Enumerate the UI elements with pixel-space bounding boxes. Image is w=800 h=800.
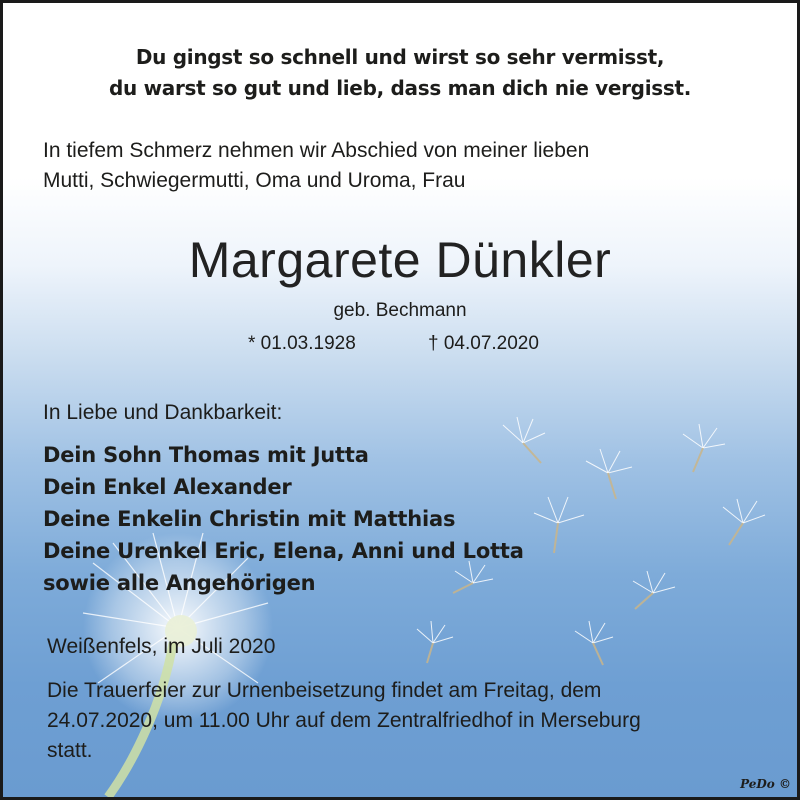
intro-line-1: In tiefem Schmerz nehmen wir Abschied von meiner lieben — [43, 139, 590, 162]
dandelion-illustration — [3, 3, 797, 797]
seed-icon — [723, 499, 765, 545]
mourner-line: Deine Urenkel Eric, Elena, Anni und Lotta — [43, 539, 524, 563]
mourner-line: Dein Sohn Thomas mit Jutta — [43, 443, 369, 467]
death-date: † 04.07.2020 — [428, 333, 539, 354]
seed-icon — [417, 621, 453, 663]
seed-icon — [453, 561, 493, 593]
seed-icon — [633, 571, 675, 609]
mourner-line: sowie alle Angehörigen — [43, 571, 316, 595]
place-date: Weißenfels, im Juli 2020 — [47, 635, 276, 658]
seed-icon — [534, 497, 584, 553]
seed-icon — [683, 424, 725, 472]
mourner-line: Deine Enkelin Christin mit Matthias — [43, 507, 456, 531]
notice-line-1: Die Trauerfeier zur Urnenbeisetzung findet am Freitag, dem — [47, 679, 602, 702]
designer-credit: PeDo © — [740, 777, 791, 791]
mourner-line: Dein Enkel Alexander — [43, 475, 292, 499]
seed-icon — [503, 417, 545, 463]
thanks-heading: In Liebe und Dankbarkeit: — [43, 401, 283, 424]
verse-line-2: du warst so gut und lieb, dass man dich nie vergisst. — [108, 76, 692, 100]
notice-line-2: 24.07.2020, um 11.00 Uhr auf dem Zentralfriedhof in Merseburg — [47, 709, 641, 732]
intro-line-2: Mutti, Schwiegermutti, Oma und Uroma, Frau — [43, 169, 466, 192]
deceased-name: Margarete Dünkler — [188, 232, 612, 288]
verse-line-1: Du gingst so schnell und wirst so sehr vermisst, — [135, 45, 665, 69]
birth-name: geb. Bechmann — [333, 300, 467, 321]
notice-line-3: statt. — [47, 739, 93, 762]
seed-icon — [586, 449, 632, 499]
seed-icon — [575, 621, 613, 665]
birth-date: * 01.03.1928 — [248, 333, 356, 354]
